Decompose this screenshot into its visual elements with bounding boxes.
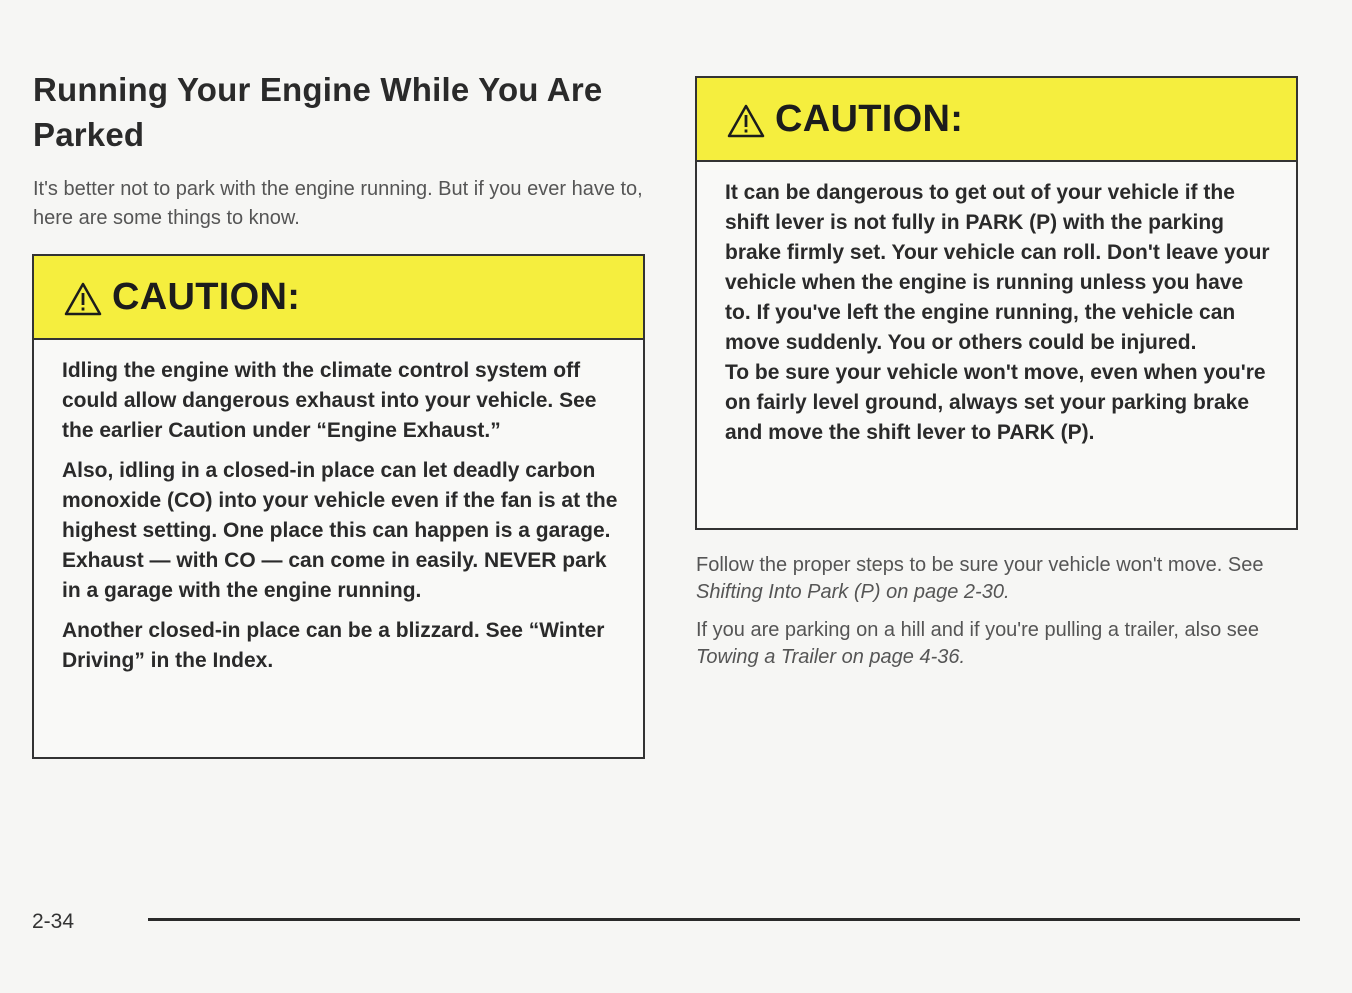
warning-triangle-icon <box>64 282 102 316</box>
shifting-into-park-reference[interactable]: Shifting Into Park (P) on page 2-30. <box>696 581 1010 603</box>
caution-paragraph: To be sure your vehicle won't move, even when you're on fairly level ground, always set your parking brake and move the shift lever to PARK (P). <box>725 361 1266 444</box>
caution-paragraph: Also, idling in a closed-in place can let deadly carbon monoxide (CO) into your vehicle even if the fan is at the highest setting. One place this can happen is a garage. Exhaust — with CO — can come in easily. NEVER park in a garage with the engine running. <box>62 459 618 602</box>
caution-header <box>697 78 1296 162</box>
footer-rule <box>148 918 1300 921</box>
caution-paragraph: It can be dangerous to get out of your vehicle if the shift lever is not fully in PARK (P) with the parking brake firmly set. Your vehicle can roll. Don't leave your vehicle when the engine is running unless you have to. If you've left the engine running, the vehicle can move suddenly. You or others could be injured. <box>725 181 1270 354</box>
towing-trailer-reference[interactable]: Towing a Trailer on page 4-36. <box>696 646 966 668</box>
caution-header <box>34 256 643 340</box>
right-column-text <box>696 552 1296 682</box>
caution-title: CAUTION: <box>775 97 964 140</box>
caution-paragraph: Another closed-in place can be a blizzard. See “Winter Driving” in the Index. <box>62 619 605 672</box>
caution-box-left <box>32 254 645 759</box>
intro-paragraph: It's better not to park with the engine running. But if you ever have to, here are some things to know. <box>33 178 643 229</box>
hill-paragraph <box>696 617 1296 671</box>
hill-text: If you are parking on a hill and if you're pulling a trailer, also see <box>696 619 1260 641</box>
caution-box-right <box>695 76 1298 530</box>
caution-body <box>697 162 1296 448</box>
follow-text: Follow the proper steps to be sure your vehicle won't move. See <box>696 554 1264 576</box>
caution-body <box>34 340 643 676</box>
follow-paragraph <box>696 552 1296 606</box>
warning-triangle-icon <box>727 104 765 138</box>
caution-title: CAUTION: <box>112 275 301 318</box>
caution-paragraph: Idling the engine with the climate control system off could allow dangerous exhaust into your vehicle. See the earlier Caution under “Engine Exhaust.” <box>62 359 597 442</box>
page-number: 2-34 <box>32 910 75 933</box>
section-heading: Running Your Engine While You Are Parked <box>33 71 603 153</box>
